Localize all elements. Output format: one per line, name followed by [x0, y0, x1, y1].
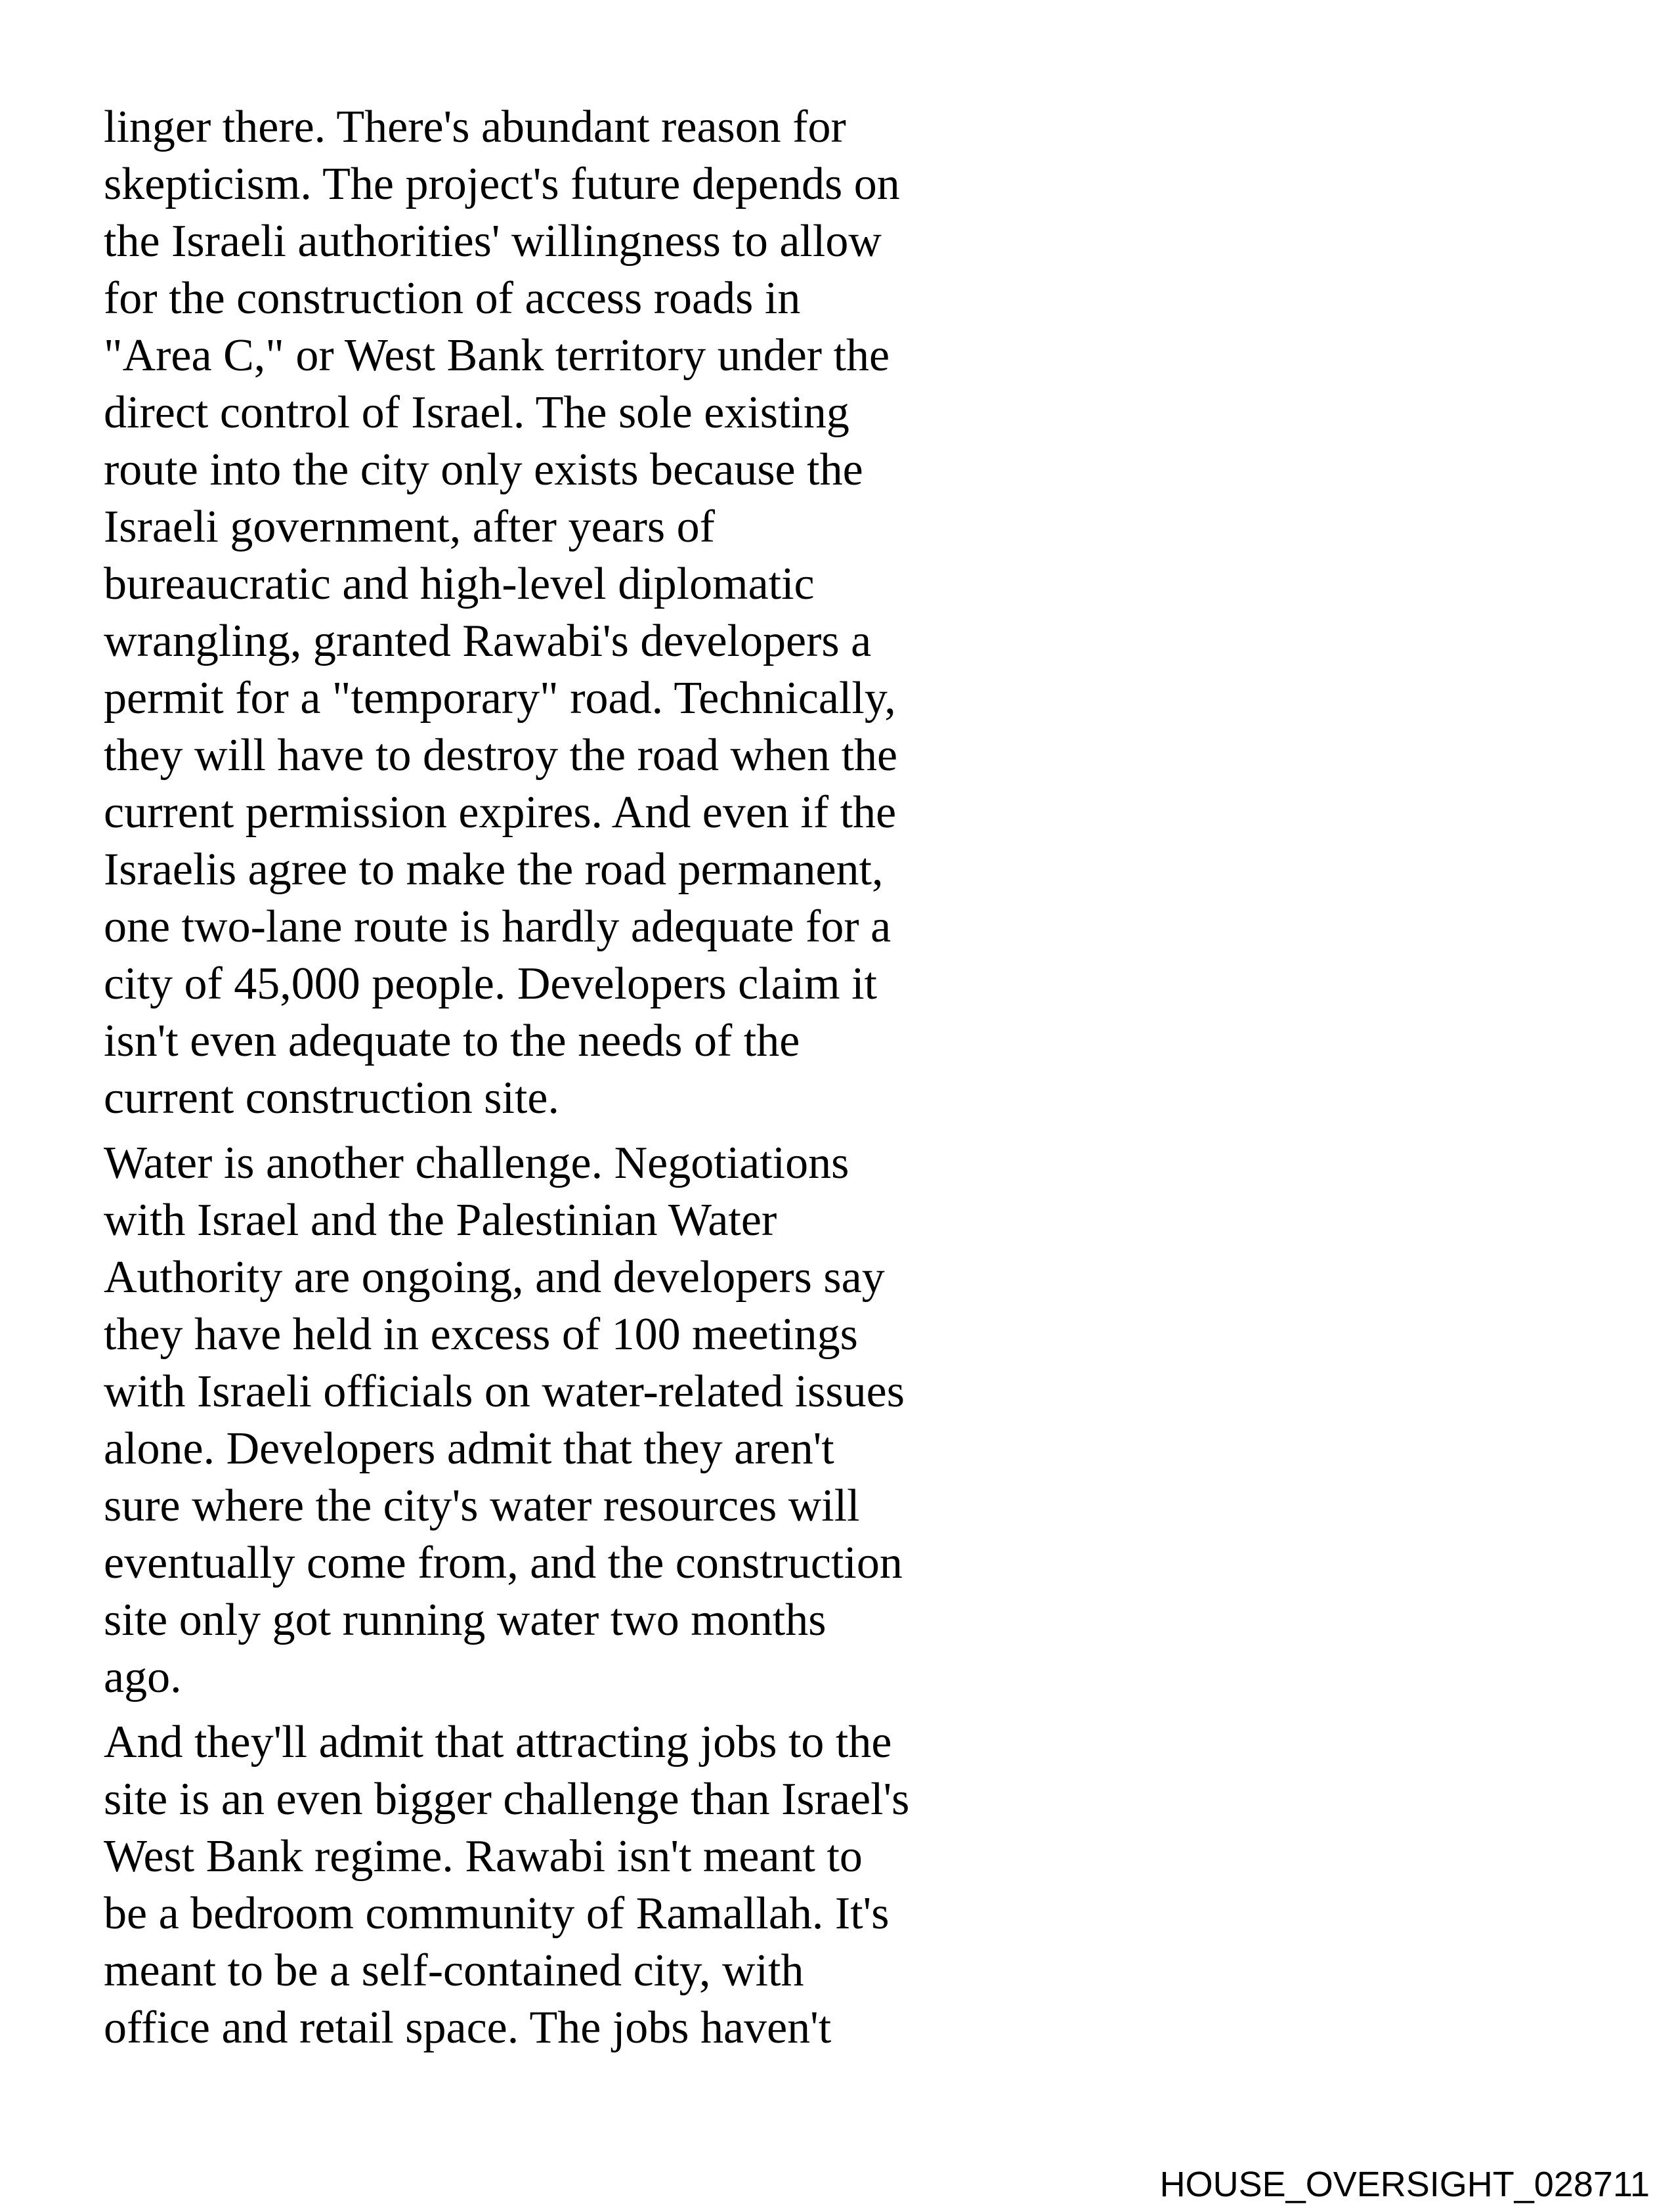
- text-line: bureaucratic and high-level diplomatic: [104, 559, 815, 609]
- text-line: wrangling, granted Rawabi's developers a: [104, 616, 872, 666]
- paragraph: [104, 1135, 983, 1706]
- text-line: one two-lane route is hardly adequate for a: [104, 901, 891, 952]
- text-line: Israelis agree to make the road permanent,: [104, 844, 884, 895]
- text-line: permit for a "temporary" road. Technically,: [104, 673, 896, 724]
- text-line: direct control of Israel. The sole existing: [104, 387, 849, 438]
- text-line: alone. Developers admit that they aren't: [104, 1423, 834, 1474]
- text-line: office and retail space. The jobs haven't: [104, 2003, 832, 2053]
- text-line: sure where the city's water resources will: [104, 1481, 860, 1531]
- paragraph: [104, 1714, 983, 2056]
- text-line: for the construction of access roads in: [104, 273, 801, 324]
- text-line: site only got running water two months: [104, 1595, 826, 1645]
- text-line: route into the city only exists because the: [104, 445, 863, 495]
- text-line: linger there. There's abundant reason for: [104, 102, 846, 152]
- text-line: the Israeli authorities' willingness to allow: [104, 216, 882, 267]
- text-line: site is an even bigger challenge than Israel's: [104, 1774, 910, 1825]
- text-line: current permission expires. And even if the: [104, 787, 897, 838]
- text-line: with Israeli officials on water-related issues: [104, 1366, 905, 1417]
- text-line: Authority are ongoing, and developers say: [104, 1252, 885, 1303]
- text-line: Israeli government, after years of: [104, 502, 715, 552]
- text-line: West Bank regime. Rawabi isn't meant to: [104, 1831, 863, 1882]
- text-line: current construction site.: [104, 1073, 559, 1123]
- text-line: And they'll admit that attracting jobs to the: [104, 1717, 892, 1767]
- text-line: be a bedroom community of Ramallah. It's: [104, 1888, 890, 1939]
- paragraph: [104, 98, 983, 1127]
- text-line: they will have to destroy the road when the: [104, 730, 898, 781]
- text-line: they have held in excess of 100 meetings: [104, 1309, 858, 1360]
- text-line: city of 45,000 people. Developers claim it: [104, 959, 878, 1009]
- text-line: isn't even adequate to the needs of the: [104, 1016, 800, 1066]
- text-line: meant to be a self-contained city, with: [104, 1945, 804, 1996]
- bates-number: HOUSE_OVERSIGHT_028711: [1159, 2165, 1650, 2204]
- text-line: skepticism. The project's future depends on: [104, 159, 900, 209]
- text-line: ago.: [104, 1652, 182, 1702]
- document-text: [104, 98, 983, 2064]
- text-line: "Area C," or West Bank territory under the: [104, 330, 890, 381]
- text-line: with Israel and the Palestinian Water: [104, 1195, 777, 1246]
- text-line: eventually come from, and the construction: [104, 1538, 903, 1588]
- text-line: Water is another challenge. Negotiations: [104, 1138, 849, 1188]
